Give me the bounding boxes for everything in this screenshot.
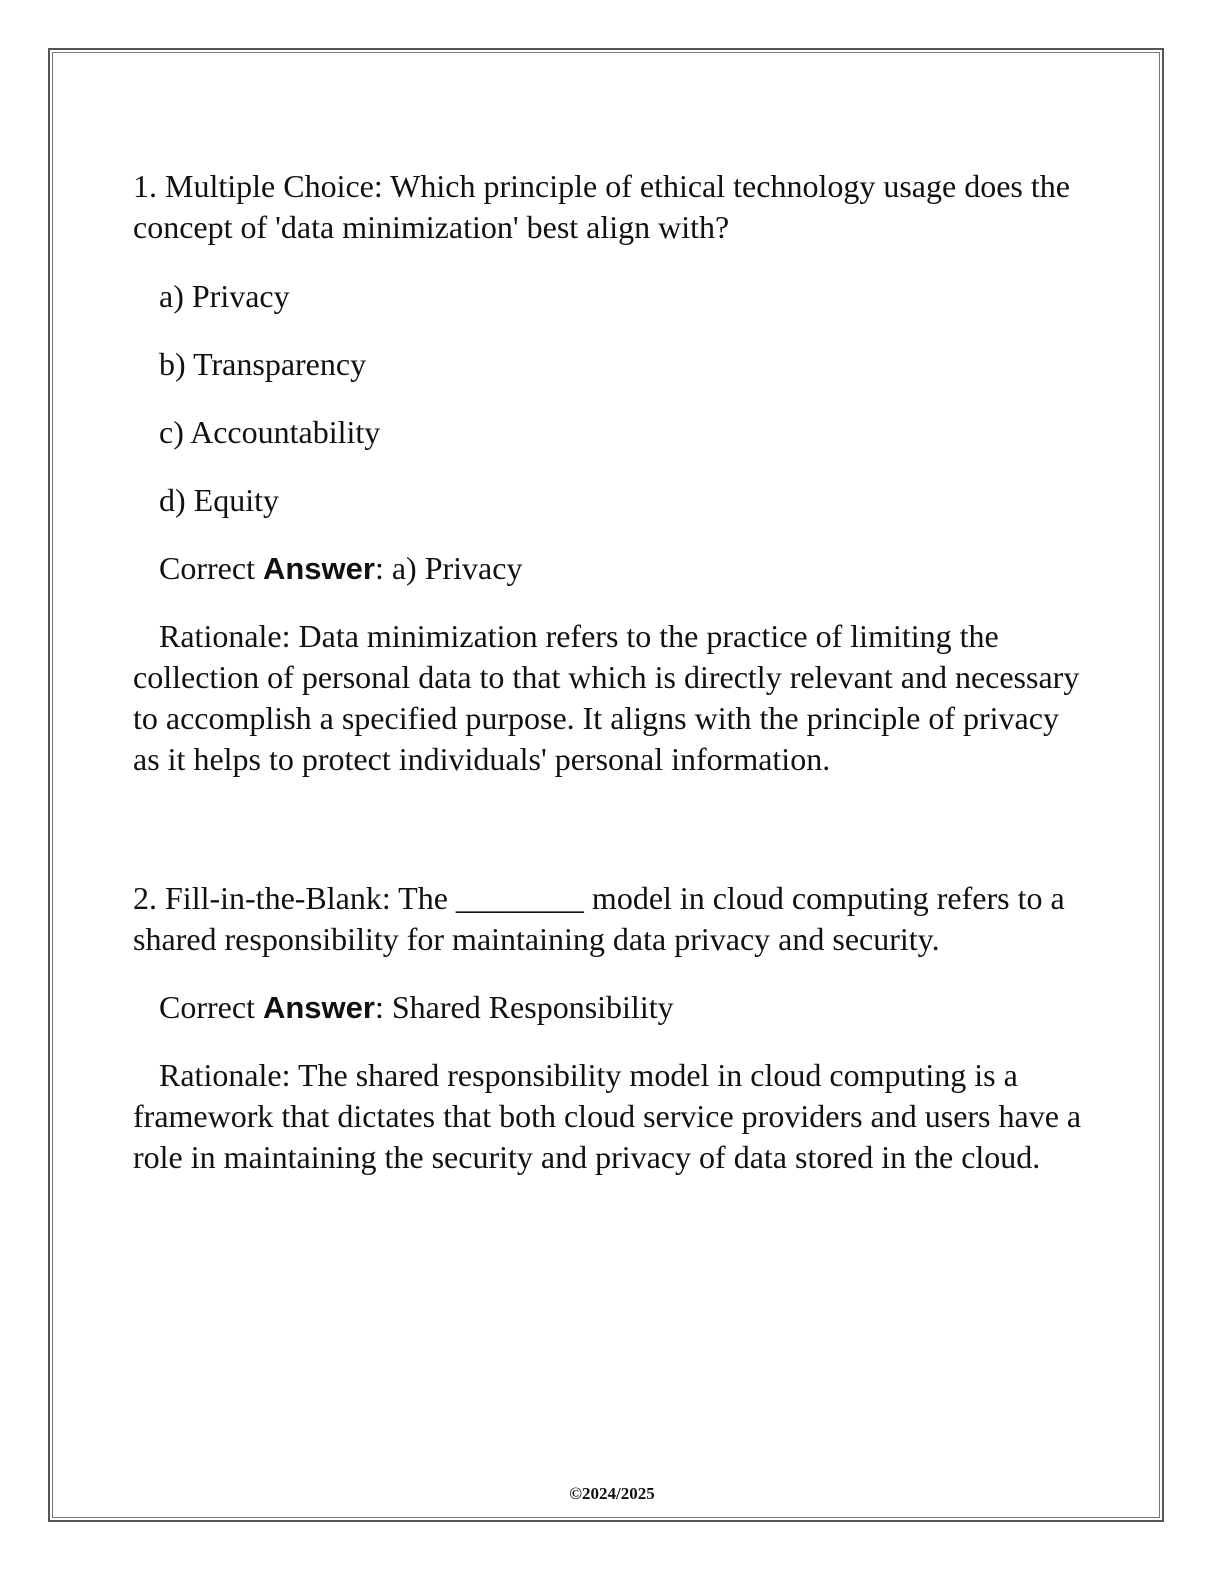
question-2-rationale: Rationale: The shared responsibility model in cloud computing is a framework that dictates that both cloud service providers and users have a role in maintaining the security and privacy of data stored in the cloud. bbox=[133, 1057, 1082, 1175]
question-1-correct-answer bbox=[133, 548, 1093, 589]
question-2-correct-answer bbox=[133, 987, 1093, 1028]
question-1-option-b: b) Transparency bbox=[159, 346, 367, 382]
answer-value: : Shared Responsibility bbox=[374, 989, 674, 1025]
question-1-prompt: 1. Multiple Choice: Which principle of ethical technology usage does the concept of 'data minimization' best align with? bbox=[133, 168, 1070, 245]
answer-prefix: Correct bbox=[159, 550, 263, 586]
answer-prefix: Correct bbox=[159, 989, 263, 1025]
answer-label: Answer bbox=[262, 990, 375, 1025]
question-1 bbox=[133, 166, 1093, 780]
question-2 bbox=[133, 878, 1093, 1178]
question-2-prompt: 2. Fill-in-the-Blank: The ________ model in cloud computing refers to a shared responsibility for maintaining data privacy and security. bbox=[133, 880, 1065, 957]
question-1-option-d: d) Equity bbox=[159, 482, 279, 518]
question-1-option-a: a) Privacy bbox=[159, 278, 290, 314]
answer-value: : a) Privacy bbox=[374, 550, 523, 586]
footer-copyright: ©2024/2025 bbox=[569, 1484, 655, 1503]
answer-label: Answer bbox=[262, 551, 375, 586]
question-1-rationale: Rationale: Data minimization refers to the practice of limiting the collection of personal data to that which is directly relevant and necessary to accomplish a specified purpose. It aligns with the principle of privacy as it helps to protect individuals' personal information. bbox=[133, 618, 1080, 777]
question-1-option-c: c) Accountability bbox=[159, 414, 381, 450]
document-body bbox=[133, 166, 1093, 1178]
